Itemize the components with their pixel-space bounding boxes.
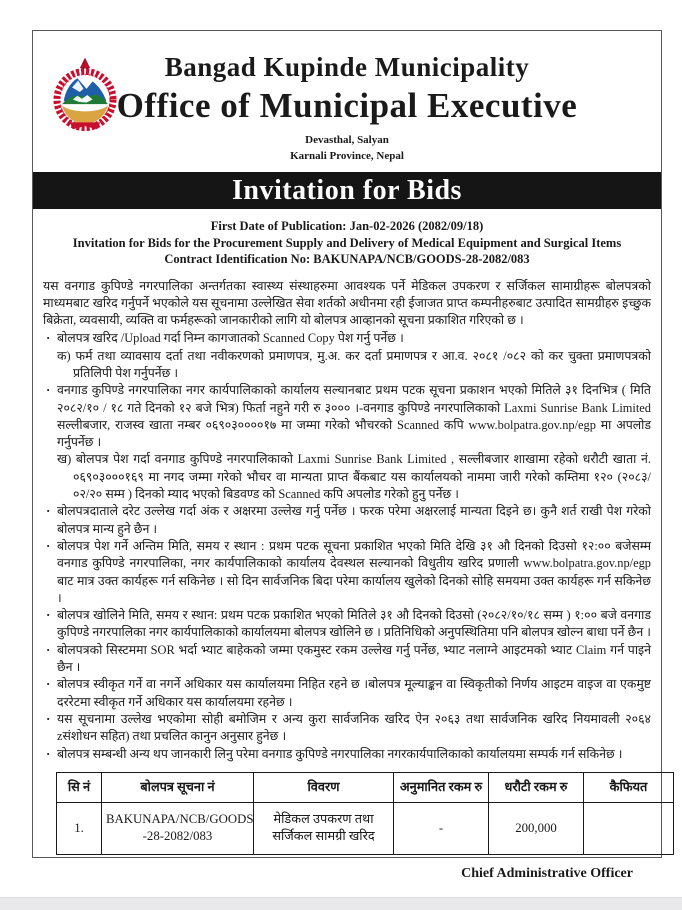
bullet-list xyxy=(43,330,651,762)
bullet-item: · यस सूचनामा उल्लेख भएकोमा सोही बमोजिम र अन्य कुरा सार्वजनिक खरिद ऐन २०६३ तथा सार्वजनिक खरिद नियमावली २०६४ zसंशोधन सहित) तथा प्रचलित कानुन अनुसार हुनेछ । xyxy=(46,710,651,744)
bullet-marker-icon: · xyxy=(46,537,51,553)
bullet-marker-icon: · xyxy=(46,710,51,726)
table-row xyxy=(57,802,674,854)
bullet-item: · बोलपत्र खोलिने मिति, समय र स्थान: प्रथम पटक प्रकाशित भएको मितिले ३१ औ दिनको दिउसो (२०८२/१०/१८ सम्म ) १:०० बजे वनगाड कुपिण्डे नगरपालिका नगर कार्यपालिकाको कार्यालयमा बोलपत्र खोलिने छ । प्रतिनिधिको अनुपस्थितिमा पनि बोलपत्र खोल्न बाधा पर्ने छैन । xyxy=(46,607,652,640)
bid-table-header-row xyxy=(57,772,674,802)
bid-table-column-header: सि नं xyxy=(57,772,102,802)
invitation-banner xyxy=(33,172,661,209)
address-block xyxy=(33,132,661,164)
bullet-item: · बोलपत्रदाताले दरेट उल्लेख गर्दा अंक र अक्षरमा उल्लेख गर्नु पर्नेछ । फरक परेमा अक्षरलाई मान्यता दिइने छ। कुनै शर्त राखी पेश गरेको बोलपत्र मान्य हुने छैन । xyxy=(46,503,651,536)
nepal-government-emblem-icon xyxy=(47,55,123,135)
table-cell: BAKUNAPA/NCB/GOODS -28-2082/083 xyxy=(102,802,254,854)
table-cell: मेडिकल उपकरण तथा सर्जिकल सामग्री खरिद xyxy=(254,802,394,854)
bullet-item: · बोलपत्र खरिद /Upload गर्दा निम्न कागजातको Scanned Copy पेश गर्नु पर्नेछ । xyxy=(46,330,404,346)
bullet-item: · बोलपत्र स्वीकृत गर्ने वा नगर्ने अधिकार यस कार्यालयमा निहित रहने छ ।बोलपत्र मूल्याङ्कन वा स्विकृतीको निर्णय आइटम वाइज वा एकमुष्ट दररेटमा स्वीकृत गर्ने अधिकार यस कार्यालयमा रहनेछ । xyxy=(46,676,651,709)
table-cell: 1. xyxy=(57,802,102,854)
document-page xyxy=(32,30,662,881)
screenshot-bottom-strip xyxy=(0,897,682,910)
bullet-marker-icon: · xyxy=(46,503,51,519)
sub-clause-item: ख) बोलपत्र पेश गर्दा वनगाड कुपिण्डे नगरपालिकाको Laxmi Sunrise Bank Limited , सल्लीबजार शाखामा रहेको धरौटी खाता नं. ०६९०३०००१६९ मा नगद जम्मा गरेको भौचर वा मान्यता प्राप्त बैंकबाट यस कार्यालयको नाममा जारी गरेको कम्तिमा १२० (२०८३/ ०२/२० सम्म ) दिनको म्याद भएको बिडवण्ड को Scanned कपि अपलोड गरेको हुनु पर्नेछ । xyxy=(57,452,651,502)
invitation-banner-title: Invitation for Bids xyxy=(232,174,462,206)
address-line-1: Devasthal, Salyan xyxy=(305,134,389,146)
publication-block xyxy=(33,209,661,272)
bid-table-body xyxy=(57,802,674,854)
bullet-item: · वनगाड कुपिण्डे नगरपालिका नगर कार्यपालिकाको कार्यालय सल्यानबाट प्रथम पटक सूचना प्रकाशन भएको मितिले ३१ दिनभित्र ( मिति २०८२/१० / १८ गते दिनको १२ बजे भित्र) फिर्ता नहुने गरी रु ३००० ।-वनगाड कुपिण्डे नगरपालिकाको Laxmi Sunrise Bank Limited सल्लीबजार, राजस्व खाता नम्बर ०६९०३००००१७ मा जम्मा गरेको भौचरको Scanned कपि www.bolpatra.gov.np/egp मा अपलोड गर्नुपर्नेछ । xyxy=(46,382,651,450)
table-cell: 200,000 xyxy=(489,802,584,854)
bullet-item: · बोलपत्र पेश गर्ने अन्तिम मिति, समय र स्थान : प्रथम पटक सूचना प्रकाशित भएको मिति देखि ३१ औ दिनको दिउसो १२:०० बजेसम्म वनगाड कुपिण्डे नगरपालिका, नगर कार्यपालिकाको कार्यालय देवस्थल सल्यानको विधुतीय खरिद प्रणाली www.bolpatra.gov.np/egp बाट मात्र उक्त कार्यहरू गर्न सकिनेछ । सो दिन सार्वजनिक बिदा परेमा कार्यालय खुलेको दिनको सोहि समयमा उक्त कार्यहरू गर्न सकिनेछ । xyxy=(46,537,651,605)
bid-table-column-header: धरौटी रकम रु xyxy=(489,772,584,802)
bullet-marker-icon: · xyxy=(46,745,51,761)
table-cell xyxy=(584,802,674,854)
contract-identification-no: Contract Identification No: BAKUNAPA/NCB/GOODS-28-2082/083 xyxy=(164,252,530,266)
bullet-marker-icon: · xyxy=(46,676,51,692)
bullet-item: · बोलपत्रको सिस्टममा SOR भर्दा भ्याट बाहेकको जम्मा एकमुस्ट रकम उल्लेख गर्नु पर्नेछ, भ्याट नलाग्ने आइटमको भ्याट Claim गर्न पाइने छैन । xyxy=(46,641,651,675)
address-line-2: Karnali Province, Nepal xyxy=(290,150,404,162)
bullet-item: · बोलपत्र सम्बन्धी अन्य थप जानकारी लिनु परेमा वनगाड कुपिण्डे नगरपालिका नगरकार्यपालिकाको कार्यालयमा सम्पर्क गर्न सकिनेछ । xyxy=(46,745,623,761)
bullet-marker-icon: · xyxy=(46,330,51,346)
table-cell: - xyxy=(394,802,489,854)
office-title: Office of Municipal Executive xyxy=(116,86,578,125)
bullet-marker-icon: · xyxy=(46,641,51,657)
bid-table-column-header: अनुमानित रकम रु xyxy=(394,772,489,802)
bid-table xyxy=(56,772,674,855)
document-header xyxy=(33,31,661,164)
bullet-marker-icon: · xyxy=(46,607,51,623)
notice-body xyxy=(33,272,661,883)
first-date-of-publication: First Date of Publication: Jan-02-2026 (2082/09/18) xyxy=(210,219,484,233)
intro-paragraph: यस वनगाड कुपिण्डे नगरपालिका अन्तर्गतका स्वास्थ्य संस्थाहरुमा आवश्यक पर्ने मेडिकल उपकरण र सर्जिकल सामाग्रीहरू बोलपत्रको माध्यमबाट खरिद गर्नुपर्ने भएकोले यस सूचनामा उल्लेखित सेवा शर्तको अधीनमा रही ईजाजत प्राप्त कम्पनीहरुबाट उत्पादित सामग्रीहरु इच्छुक बिक्रेता, व्यवसायी, व्यक्ति वा फर्महरूको जानकारीको लागि यो बोलपत्र आव्हानको सूचना प्रकाशित गरिएको छ । xyxy=(43,278,651,328)
bid-table-column-header: विवरण xyxy=(254,772,394,802)
bullet-marker-icon: · xyxy=(46,382,51,398)
municipality-title: Bangad Kupinde Municipality xyxy=(164,52,530,82)
bid-subject-line: Invitation for Bids for the Procurement Supply and Delivery of Medical Equipment and Surgical Items xyxy=(72,235,622,250)
bid-table-column-header: बोलपत्र सूचना नं xyxy=(102,772,254,802)
sub-clause-item: क) फर्म तथा व्यावसाय दर्ता तथा नवीकरणको प्रमाणपत्र, मु.अ. कर दर्ता प्रमाणपत्र र आ.व. २०८१ /०८२ को कर चुक्ता प्रमाणपत्रको प्रतिलिपी पेश गर्नुपर्नेछ । xyxy=(57,348,651,380)
bid-table-column-header: कैफियत xyxy=(584,772,674,802)
signature-title: Chief Administrative Officer xyxy=(461,865,633,881)
